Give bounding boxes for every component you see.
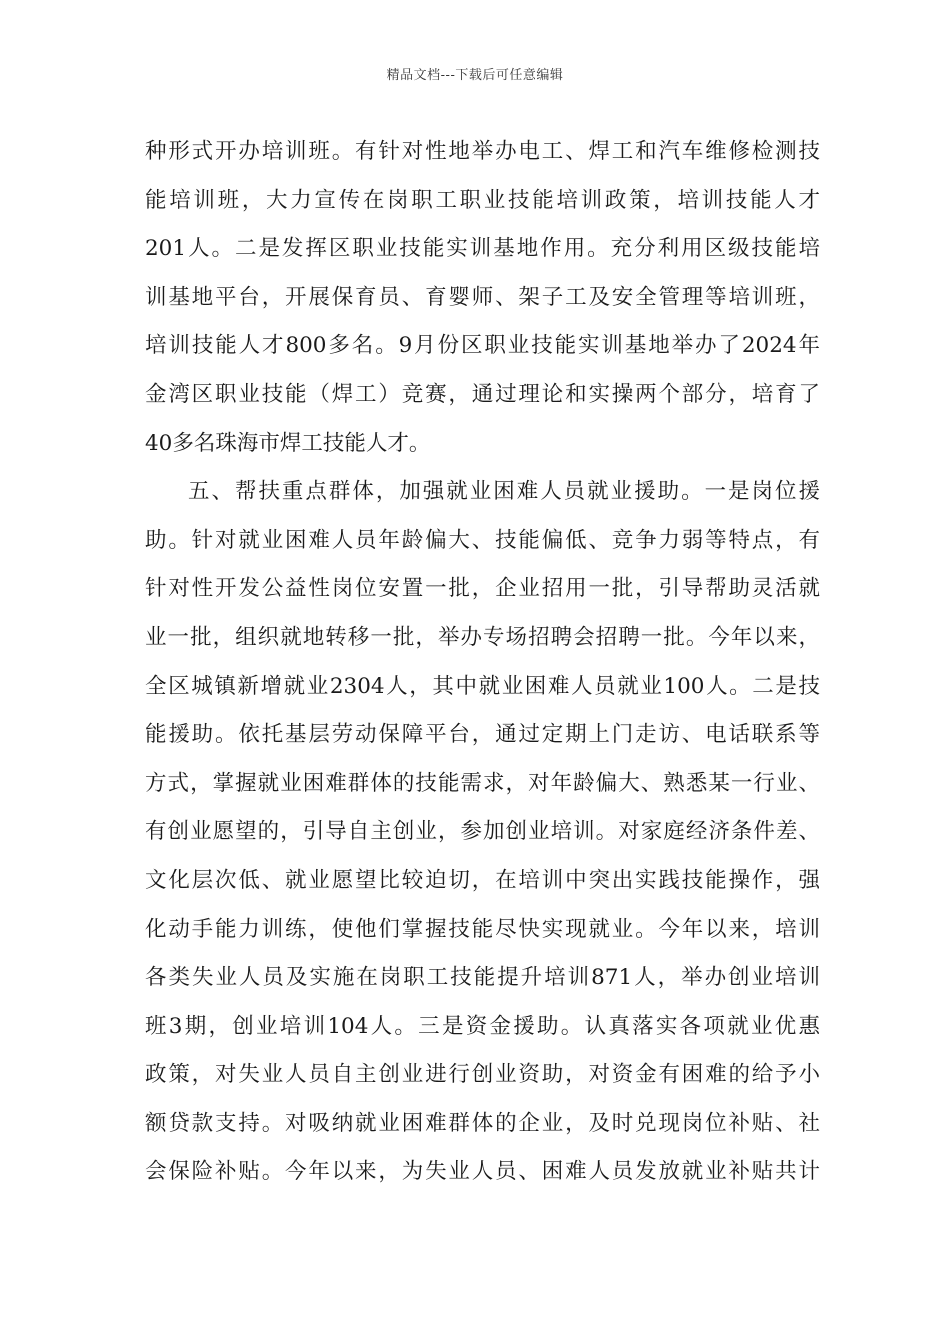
text-line: 针对性开发公益性岗位安置一批，企业招用一批，引导帮助灵活就 (145, 576, 820, 602)
text-line: 化动手能力训练，使他们掌握技能尽快实现就业。今年以来，培训 (145, 916, 820, 942)
paragraph-assistance (145, 468, 820, 1197)
text-line: 全区城镇新增就业2304人，其中就业困难人员就业100人。二是技 (145, 673, 820, 699)
text-line: 文化层次低、就业愿望比较迫切，在培训中突出实践技能操作，强 (145, 867, 820, 893)
text-line: 五、帮扶重点群体，加强就业困难人员就业援助。一是岗位援 (188, 479, 820, 505)
text-line: 业一批，组织就地转移一批，举办专场招聘会招聘一批。今年以来， (145, 624, 820, 650)
text-line: 方式，掌握就业困难群体的技能需求，对年龄偏大、熟悉某一行业、 (145, 770, 820, 796)
text-line: 201人。二是发挥区职业技能实训基地作用。充分利用区级技能培 (145, 236, 820, 262)
text-line: 班3期，创业培训104人。三是资金援助。认真落实各项就业优惠 (145, 1013, 820, 1039)
page-header: 精品文档---下载后可任意编辑 (386, 68, 564, 83)
text-line: 政策，对失业人员自主创业进行创业资助，对资金有困难的给予小 (145, 1062, 820, 1088)
text-line: 会保险补贴。今年以来，为失业人员、困难人员发放就业补贴共计 (145, 1159, 820, 1185)
text-line: 能培训班，大力宣传在岗职工职业技能培训政策，培训技能人才 (145, 187, 820, 213)
text-line: 助。针对就业困难人员年龄偏大、技能偏低、竞争力弱等特点，有 (145, 527, 820, 553)
text-line: 种形式开办培训班。有针对性地举办电工、焊工和汽车维修检测技 (145, 139, 820, 164)
text-line: 训基地平台，开展保育员、育婴师、架子工及安全管理等培训班， (145, 284, 820, 310)
text-line: 各类失业人员及实施在岗职工技能提升培训871人，举办创业培训 (145, 965, 820, 991)
text-line: 有创业愿望的，引导自主创业，参加创业培训。对家庭经济条件差、 (145, 819, 820, 845)
text-line: 培训技能人才800多名。9月份区职业技能实训基地举办了2024年 (145, 333, 820, 359)
paragraph-training (145, 128, 820, 468)
text-line: 额贷款支持。对吸纳就业困难群体的企业，及时兑现岗位补贴、社 (145, 1110, 820, 1136)
text-line: 40多名珠海市焊工技能人才。 (145, 430, 431, 456)
text-line: 金湾区职业技能（焊工）竞赛，通过理论和实操两个部分，培育了 (145, 381, 820, 407)
document-body (145, 128, 820, 1197)
text-line: 能援助。依托基层劳动保障平台，通过定期上门走访、电话联系等 (145, 722, 820, 748)
